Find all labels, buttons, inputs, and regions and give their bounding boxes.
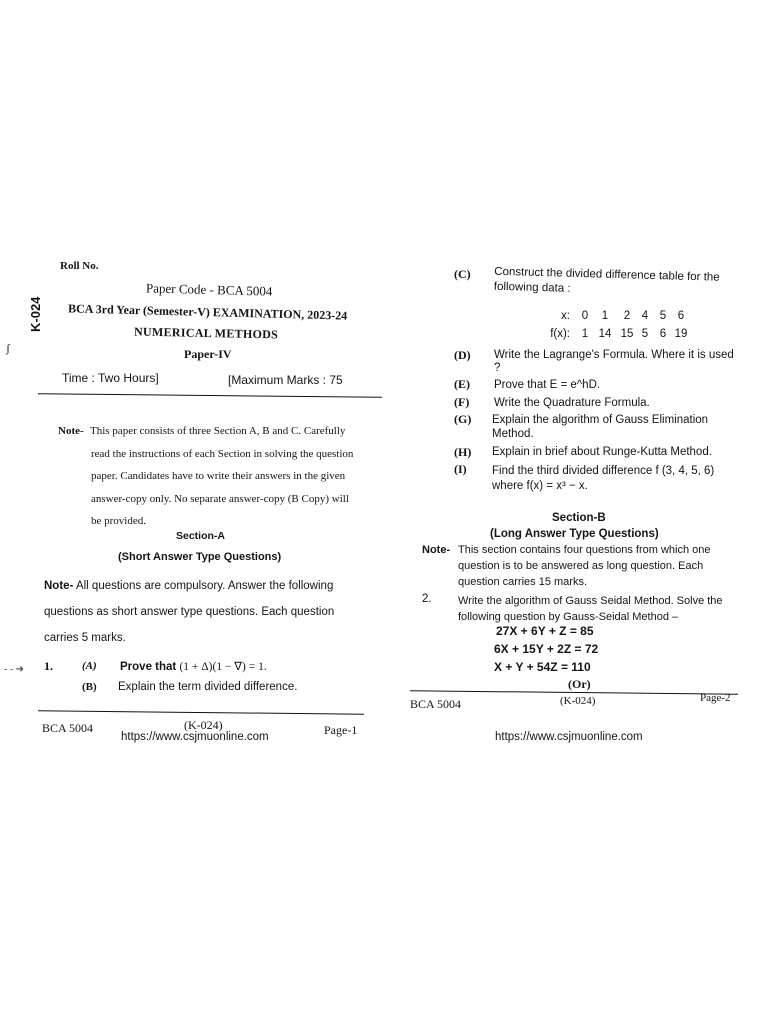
exam-page-2 <box>384 240 768 760</box>
section-a-note <box>44 573 358 651</box>
question-part-label: (I) <box>454 462 467 476</box>
footer-paper-code: BCA 5004 <box>410 697 462 711</box>
section-a-subtitle: (Short Answer Type Questions) <box>118 551 282 563</box>
equation: 27X + 6Y + Z = 85 <box>496 624 594 638</box>
formula: (1 + Δ)(1 − ∇) = 1. <box>179 661 267 673</box>
x-value: 5 <box>659 310 667 322</box>
question-part-label: (F) <box>454 395 470 409</box>
f-value: 1 <box>581 328 589 340</box>
k-code-vertical: K-024 <box>28 296 43 332</box>
question-text: Write the algorithm of Gauss Seidal Method. Solve the following question by Gauss-Seidal Method – <box>458 595 723 623</box>
paper-code: Paper Code - BCA 5004 <box>145 280 273 299</box>
margin-mark: ʃ <box>6 341 10 355</box>
subject-title: NUMERICAL METHODS <box>133 324 279 342</box>
note-label: Note- <box>422 544 451 556</box>
question-part-text: Prove that E = e^hD. <box>494 379 601 391</box>
equation: X + Y + 54Z = 110 <box>494 660 591 674</box>
question-part-label: (D) <box>454 348 471 362</box>
f-label: f(x): <box>550 328 570 340</box>
question-part-label: (E) <box>454 377 470 391</box>
time-allowed: Time : Two Hours] <box>62 371 159 385</box>
question-part-label: (G) <box>454 412 472 426</box>
f-value: 6 <box>659 328 667 340</box>
header-divider <box>38 393 382 398</box>
equation: 6X + 15Y + 2Z = 72 <box>494 642 599 656</box>
note-text: All questions are compulsory. Answer the following questions as short answer type questions. Each question carries 5 marks. <box>44 580 335 644</box>
footer-divider <box>38 710 364 714</box>
paper-number: Paper-IV <box>184 347 232 361</box>
section-a-title: Section-A <box>176 530 226 542</box>
x-label: x: <box>561 310 570 322</box>
footer-paper-code: BCA 5004 <box>42 721 94 735</box>
question-part-text <box>120 659 267 673</box>
question-part-label: (C) <box>454 267 471 281</box>
question-part-text: Explain the term divided difference. <box>118 681 298 693</box>
prove-that-text: Prove that <box>120 661 177 673</box>
question-part-text: Explain the algorithm of Gauss Elimination Method. <box>492 414 709 440</box>
or-separator: (Or) <box>568 677 591 691</box>
footer-k-code: (K-024) <box>560 695 596 707</box>
question-number: 2. <box>422 593 432 605</box>
question-part-text: Write the Quadrature Formula. <box>494 397 650 409</box>
question-part-text: Write the Lagrange's Formula. Where it is used ? <box>494 349 734 374</box>
footer-k-code: (K-024) <box>184 718 223 732</box>
note-text: This paper consists of three Section A, B and C. Carefully read the instructions of each Section in solving the question paper. Candidates have to write their answers in the given answer-copy only. No separate answer-copy (B Copy) will be provided. <box>90 425 354 527</box>
f-value: 19 <box>674 328 688 340</box>
maximum-marks: [Maximum Marks : 75 <box>228 373 343 387</box>
question-part-text: Construct the divided difference table for the following data : <box>493 265 720 295</box>
footer-url: https://www.csjmuonline.com <box>495 731 643 743</box>
section-b-title: Section-B <box>552 512 606 524</box>
f-value: 15 <box>620 328 634 340</box>
note-text: This section contains four questions from which one question is to be answered as long question. Each question carries 15 marks. <box>458 544 711 588</box>
x-value: 0 <box>581 310 589 322</box>
x-value: 1 <box>601 310 609 322</box>
note-label: Note- <box>58 425 84 437</box>
x-value: 6 <box>677 310 685 322</box>
footer-page-number: Page-2 <box>700 692 731 704</box>
exam-title: BCA 3rd Year (Semester-V) EXAMINATION, 2023-24 <box>67 301 348 323</box>
footer-url: https://www.csjmuonline.com <box>121 731 269 743</box>
x-value: 4 <box>641 310 649 322</box>
exam-page-1 <box>0 240 384 760</box>
margin-dash-mark: - - ➜ <box>4 664 25 675</box>
roll-number-label: Roll No. <box>60 260 99 272</box>
f-value: 5 <box>641 328 649 340</box>
question-part-text: Find the third divided difference f (3, 4, 5, 6) where f(x) = x³ − x. <box>492 465 715 492</box>
section-b-subtitle: (Long Answer Type Questions) <box>490 528 659 540</box>
x-value: 2 <box>623 310 631 322</box>
question-part-label: (H) <box>454 445 472 459</box>
question-part-text: Explain in brief about Runge-Kutta Method. <box>492 446 712 458</box>
f-value: 14 <box>598 328 612 340</box>
question-part-label: (A) <box>82 660 97 672</box>
question-number: 1. <box>44 659 53 673</box>
question-part-label: (B) <box>82 681 97 693</box>
note-label: Note- <box>44 580 74 592</box>
footer-page-number: Page-1 <box>324 723 358 737</box>
